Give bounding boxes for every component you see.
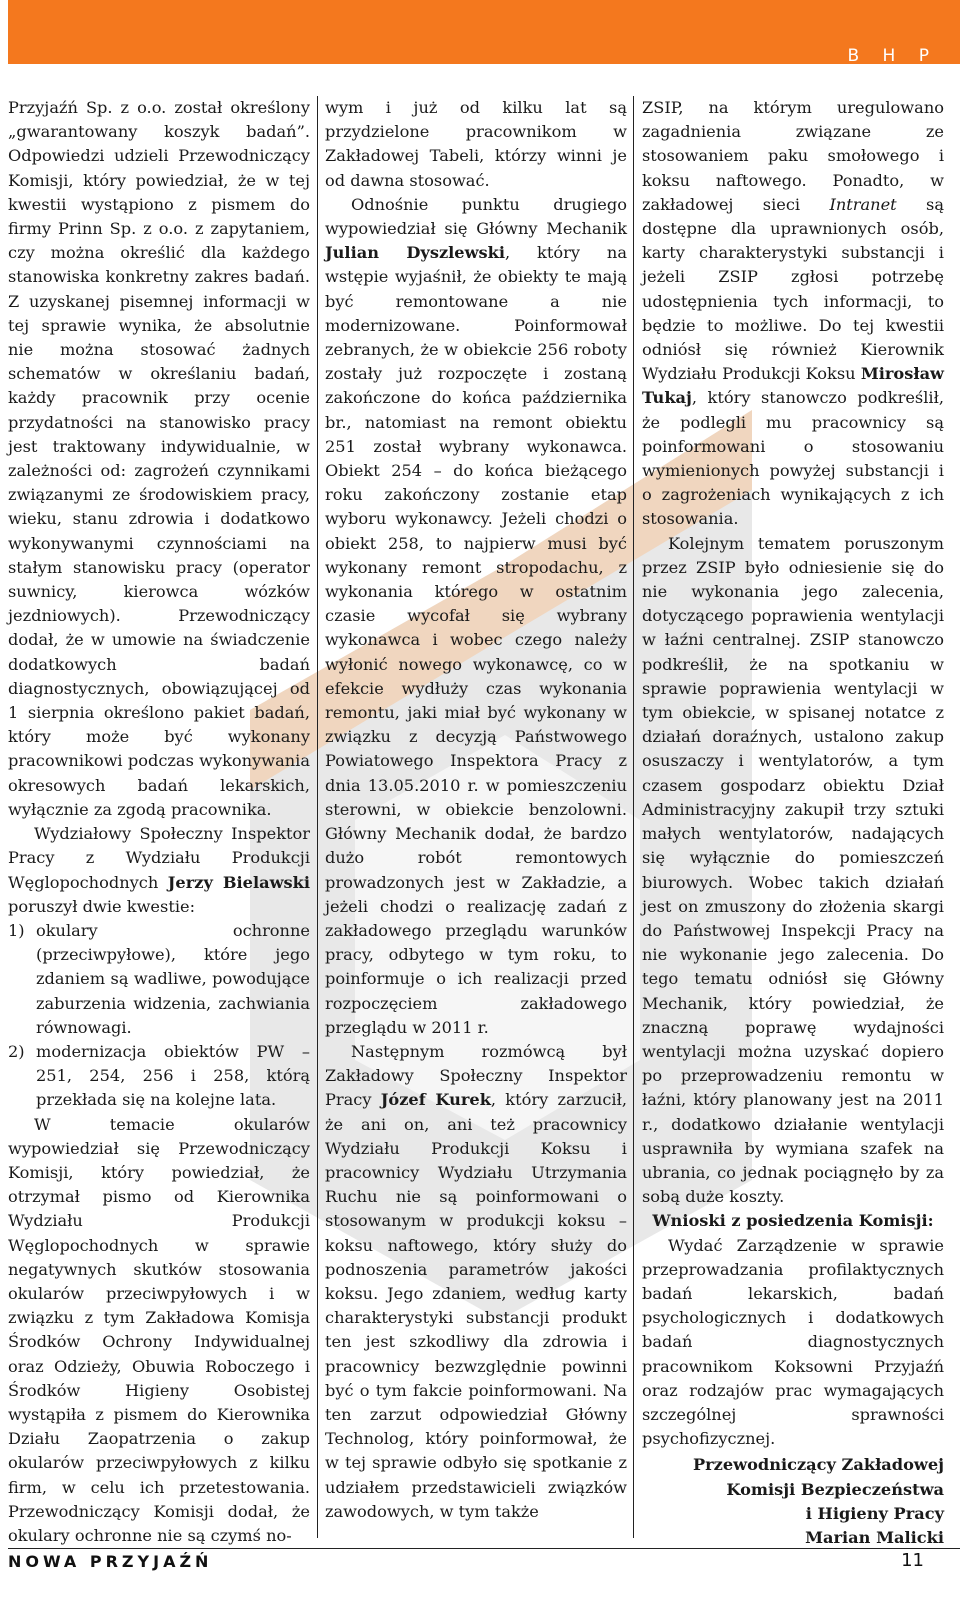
paragraph: W temacie okularów wypowiedział się Przewodniczący Komisji, który powiedział, że otrzymał pismo od Kierownika Wydziału Produkcji Węglopochodnych w sprawie negatywnych skutków stosowania okularów przeciwpyłowych i w związku z tym Zakładowa Komisja Środków Ochrony Indywidualnej oraz Odzieży, Obuwia Roboczego i Środków Higieny Osobistej wystąpiła z pismem do Kierownika Działu Zaopatrzenia o zakup okularów przeciwpyłowych z kilku firm, w celu ich przetestowania. Przewodniczący Komisji dodał, że okulary ochronne nie są czymś no-: [8, 1114, 310, 1545]
article-column-1: [8, 96, 310, 1548]
paragraph: Przyjaźń Sp. z o.o. został określony „gwarantowany koszyk badań”. Odpowiedzi udzieli Przewodniczący Komisji, który powiedział, że w tej kwestii wystąpiono z pismem do firmy Prinn Sp. z o.o. z zapytaniem, czy można określić dla każdego stanowiska konkretny zakres badań. Z uzyskanej pisemnej informacji w tej sprawie wynika, że absolutnie nie można stosować żadnych schematów w określaniu badań, każdy pracownik przy ocenie przydatności na stanowisko pracy jest traktowany indywidualnie, w zależności od: zagrożeń czynnikami związanymi ze środowiskiem pracy, wieku, stanu zdrowia i dodatkowo wykonywanymi czynnościami na stałym stanowisku pracy (operator suwnicy, kierowca wózków jezdniowych). Przewodniczący dodał, że w umowie na świadczenie dodatkowych badań diagnostycznych, obowiązującej od 1 sierpnia określono pakiet badań, który może być wykonany pracownikowi podczas wykonywania okresowych badań lekarskich, wyłącznie za zgodą pracownika.: [8, 98, 310, 819]
conclusions-heading: Wnioski z posiedzenia Komisji:: [652, 1211, 934, 1231]
italic-term: Intranet: [829, 194, 897, 214]
signature-name: Marian Malicki: [805, 1527, 944, 1547]
paragraph: Kolejnym tematem poruszonym przez ZSIP było odniesienie się do nie wykonania jego zalecenia, dotyczącego poprawienia wentylacji w łaźni centralnej. ZSIP stanowczo podkreślił, że na spotkaniu w sprawie poprawienia wentylacji w tym obiekcie, w spisanej notatce z działań doraźnych, ustalono zakup osuszaczy i wentylatorów, a tym czasem gospodarz obiektu Dział Administracyjny zakupił trzy sztuki małych wentylatorów, nadających się wyłącznie do pomieszczeń biurowych. Wobec takich działań jest on zmuszony do złożenia skargi do Państwowej Inspekcji Pracy na nie wykonanie jego zalecenia. Do tego tematu odniósł się Główny Mechanik, który powiedział, że znaczną poprawę wydajności wentylacji można uzyskać dopiero po przeprowadzeniu remontu w łaźni, który planowany jest na 2011 r., dodatkowo działanie wentylacji usprawniła by wymiana szafek na ubrania, co jednak pociągnęło by za sobą duże koszty.: [642, 533, 944, 1207]
list-item: 2) modernizacja obiektów PW – 251, 254, 256 i 258, którą przekłada się na kolejne lata.: [8, 1041, 310, 1110]
person-name: Jerzy Bielawski: [167, 872, 311, 892]
paragraph: Wydziałowy Społeczny Inspektor Pracy z Wydziału Produkcji Węglopochodnych Jerzy Bielawski poruszył dwie kwestie:: [8, 824, 311, 916]
article-column-3: [642, 96, 944, 1550]
paragraph: ZSIP, na którym uregulowano zagadnienia związane ze stosowaniem paku smołowego i koksu naftowego. Ponadto, w zakładowej sieci Intranet są dostępne dla uprawnionych osób, karty charakterystyki substancji i jeżeli ZSIP zgłosi potrzebę udostępnienia tych informacji, to będzie to możliwe. Do tej kwestii odniósł się również Kierownik Wydziału Produkcji Koksu Mirosław Tukaj, który stanowczo podkreślił, że podlegli mu pracownicy są poinformowani o stosowaniu wymienionych powyżej substancji i o zagrożeniach wynikających z ich stosowania.: [642, 98, 944, 529]
column-divider: [633, 96, 634, 1538]
person-name: Mirosław Tukaj: [642, 364, 944, 408]
person-name: Józef Kurek: [380, 1090, 491, 1110]
conclusions-text: Wydać Zarządzenie w sprawie przeprowadzania profilaktycznych badań lekarskich, badań psychologicznych i dodatkowych badań diagnostycznych pracownikom Koksowni Przyjaźń oraz rodzajów prac wymagających szczególnej sprawności psychofizycznej.: [642, 1235, 944, 1449]
section-label: B H P: [847, 46, 938, 66]
page-number: 11: [901, 1550, 924, 1571]
paragraph: Odnośnie punktu drugiego wypowiedział się Główny Mechanik Julian Dyszlewski, który na wstępie wyjaśnił, że obiekty te mają być remontowane a nie modernizowane. Poinformował zebranych, że w obiekcie 256 roboty zostały już rozpoczęte i zostaną zakończone do końca października br., natomiast na remont obiektu 251 został wybrany wykonawca. Obiekt 254 – do końca bieżącego roku zakończony zostanie etap wyboru wykonawcy. Jeżeli chodzi o obiekt 258, to najpierw musi być wykonany remont stropodachu, z wykonania którego w ostatnim czasie wycofał się wybrany wykonawca i wobec czego należy wyłonić nowego wykonawcę, co w efekcie wydłuży czas wykonania remontu, jaki miał być wykonany w związku z decyzją Państwowego Powiatowego Inspektora Pracy z dnia 13.05.2010 r. w pomieszczeniu sterowni, w obiekcie benzolowni. Główny Mechanik dodał, że bardzo dużo robót remontowych prowadzonych jest w Zakładzie, a jeżeli chodzi o realizację zadań z zakładowego przeglądu warunków pracy, odbytego w tym roku, to poinformuje o ich realizacji przed rozpoczęciem zakładowego przeglądu w 2011 r.: [325, 194, 627, 1037]
magazine-title: NOWA PRZYJAŹŃ: [8, 1552, 213, 1571]
signature-line: Komisji Bezpieczeństwa: [726, 1479, 944, 1499]
signature-block: [642, 1453, 944, 1550]
paragraph: wym i już od kilku lat są przydzielone pracownikom w Zakładowej Tabeli, którzy winni je od dawna stosować.: [325, 98, 627, 190]
column-divider: [317, 96, 318, 1538]
issues-list: [8, 919, 310, 1113]
paragraph: Następnym rozmówcą był Zakładowy Społeczny Inspektor Pracy Józef Kurek, który zarzucił, że ani on, ani też pracownicy Wydziału Produkcji Koksu i pracownicy Wydziału Utrzymania Ruchu nie są poinformowani o stosowanym w produkcji koksu – koksu naftowego, który służy do podnoszenia parametrów jakości koksu. Jego zdaniem, według karty charakterystyki substancji produkt ten jest szkodliwy dla zdrowia i pracownicy bezwzględnie powinni być o tym fakcie poinformowani. Na ten zarzut odpowiedział Główny Technolog, który poinformował, że w tej sprawie odbyło się spotkanie z udziałem przedstawicieli związków zawodowych, w tym także: [325, 1041, 628, 1521]
article-column-2: [325, 96, 627, 1524]
signature-line: Przewodniczący Zakładowej: [692, 1455, 944, 1475]
signature-line: i Higieny Pracy: [805, 1503, 944, 1523]
list-item: 1) okulary ochronne (przeciwpyłowe), które jego zdaniem są wadliwe, powodujące zaburzenia widzenia, zachwiania równowagi.: [8, 920, 310, 1037]
person-name: Julian Dyszlewski: [325, 243, 505, 263]
